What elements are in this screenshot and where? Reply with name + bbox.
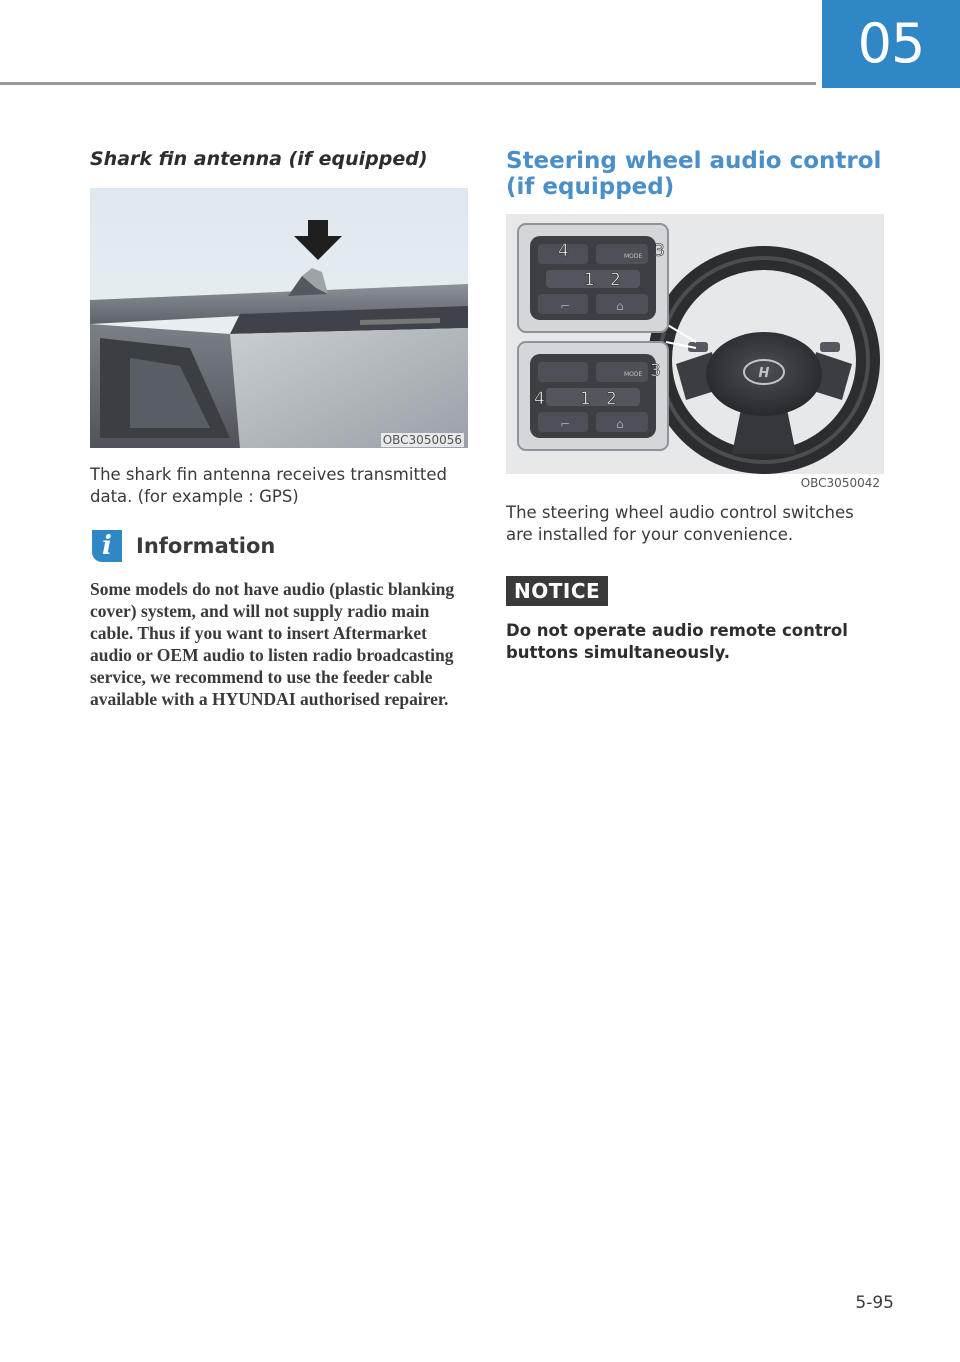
callout-2-top: 2 xyxy=(610,270,621,290)
information-title: Information xyxy=(136,534,276,558)
shark-fin-heading: Shark fin antenna (if equipped) xyxy=(90,148,428,170)
callout-1-top: 1 xyxy=(584,270,595,290)
right-column xyxy=(506,148,884,664)
callout-3-top: 3 xyxy=(654,241,665,261)
shark-fin-figure xyxy=(90,188,468,448)
header-rule xyxy=(0,82,816,85)
page-number: 5-95 xyxy=(855,1293,894,1313)
callout-1-bottom: 1 xyxy=(580,389,591,409)
svg-text:⌂: ⌂ xyxy=(616,299,624,313)
svg-text:⌐: ⌐ xyxy=(560,417,571,431)
steering-audio-heading-line1: Steering wheel audio control xyxy=(506,148,882,174)
svg-text:H: H xyxy=(758,366,770,381)
callout-2-bottom: 2 xyxy=(606,389,617,409)
svg-text:⌂: ⌂ xyxy=(616,417,624,431)
steering-wheel-figure xyxy=(506,214,884,474)
callout-4-top: 4 xyxy=(558,241,569,261)
information-text: Some models do not have audio (plastic blanking cover) system, and will not supply radio main cable. Thus if you want to insert Aftermarket audio or OEM audio to listen radio broadcasting service, we recommend to use the feeder cable available with a HYUNDAI authorised repairer. xyxy=(90,579,455,709)
steering-wheel-figure-code: OBC3050042 xyxy=(800,476,880,490)
steering-audio-heading xyxy=(506,148,884,200)
shark-fin-body-text: The shark fin antenna receives transmitted data. (for example : GPS) xyxy=(90,465,448,506)
callout-3-bottom: 3 xyxy=(650,361,661,381)
information-icon: i xyxy=(92,530,122,562)
steering-audio-heading-line2: (if equipped) xyxy=(506,174,675,200)
notice-text: Do not operate audio remote control buttons simultaneously. xyxy=(506,621,848,662)
steering-wheel-illustration xyxy=(506,214,884,474)
mode-label-top: MODE xyxy=(624,253,643,260)
information-header xyxy=(90,530,468,562)
svg-text:⌐: ⌐ xyxy=(560,299,571,313)
left-column xyxy=(90,148,468,710)
mode-label-bottom: MODE xyxy=(624,371,643,378)
chapter-tab: 05 xyxy=(822,0,960,88)
callout-4-bottom: 4 xyxy=(534,389,545,409)
shark-fin-illustration xyxy=(90,188,468,448)
notice-badge: NOTICE xyxy=(506,576,608,606)
steering-audio-body-text: The steering wheel audio control switches are installed for your convenience. xyxy=(506,503,854,544)
shark-fin-figure-code: OBC3050056 xyxy=(382,433,462,447)
